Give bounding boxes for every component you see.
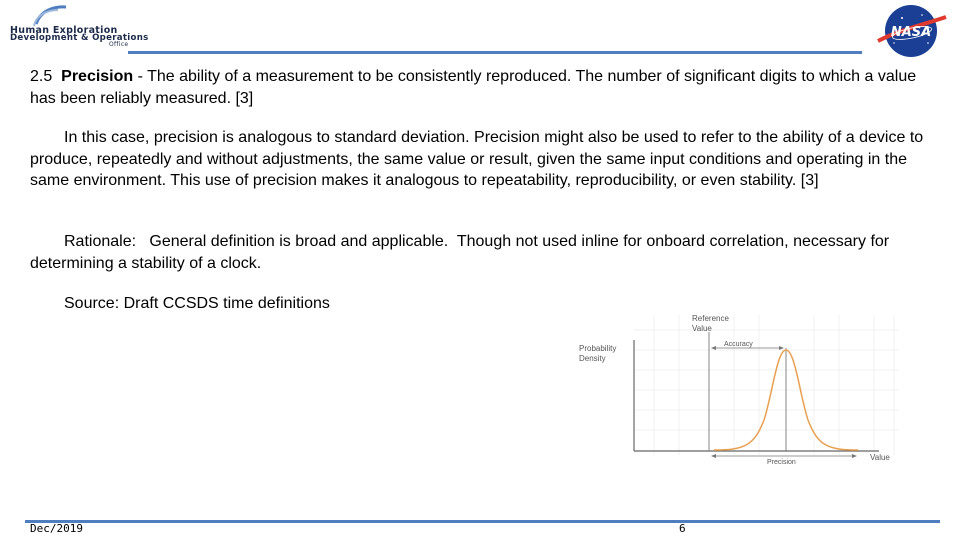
footer-date: Dec/2019 — [30, 522, 83, 535]
explanation-text: In this case, precision is analogous to standard deviation. Precision might also be used to refer to the ability of a device to produce, repeatedly and without adjustments, the same value or result, given the same input conditions and operating in the same environment. This use of precision makes it analogous to repeatability, reproducibility, or even stability. [3] — [30, 129, 924, 189]
logo-line-3: Office — [109, 41, 129, 48]
diagram-grid — [634, 315, 899, 455]
definition-text: - The ability of a measurement to be consistently reproduced. The number of significant digits to which a value has been reliably measured. [3] — [30, 68, 917, 107]
definition-term: Precision — [61, 68, 134, 85]
accuracy-label: Accuracy — [724, 341, 753, 348]
reference-label-2: Value — [692, 324, 712, 333]
source-text: Source: Draft CCSDS time definitions — [64, 295, 330, 312]
y-axis-label-2: Density — [579, 354, 606, 363]
definition-number: 2.5 — [30, 68, 53, 85]
rationale-text: Rationale: General definition is broad and applicable. Though not used inline for onboard correlation, necessary for determining a stability of a clock. — [30, 233, 894, 272]
footer-divider — [25, 520, 940, 523]
nasa-meatball-icon — [872, 3, 950, 59]
header-divider — [128, 51, 862, 54]
nasa-logo — [872, 3, 950, 59]
reference-label-1: Reference — [692, 314, 729, 323]
definition-paragraph — [30, 66, 930, 109]
x-axis-label: Value — [870, 453, 890, 462]
page-number: 6 — [679, 522, 686, 535]
rationale-paragraph — [30, 231, 930, 274]
nasa-logo-text: NASA — [890, 25, 932, 40]
logo-line-2: Development & Operations — [10, 33, 149, 43]
explanation-paragraph — [30, 127, 930, 192]
hedo-logo — [6, 2, 149, 54]
precision-label: Precision — [767, 459, 796, 466]
logo-line-1: Human Exploration — [10, 25, 118, 36]
precision-accuracy-diagram — [574, 310, 904, 470]
y-axis-label-1: Probability — [579, 344, 617, 353]
